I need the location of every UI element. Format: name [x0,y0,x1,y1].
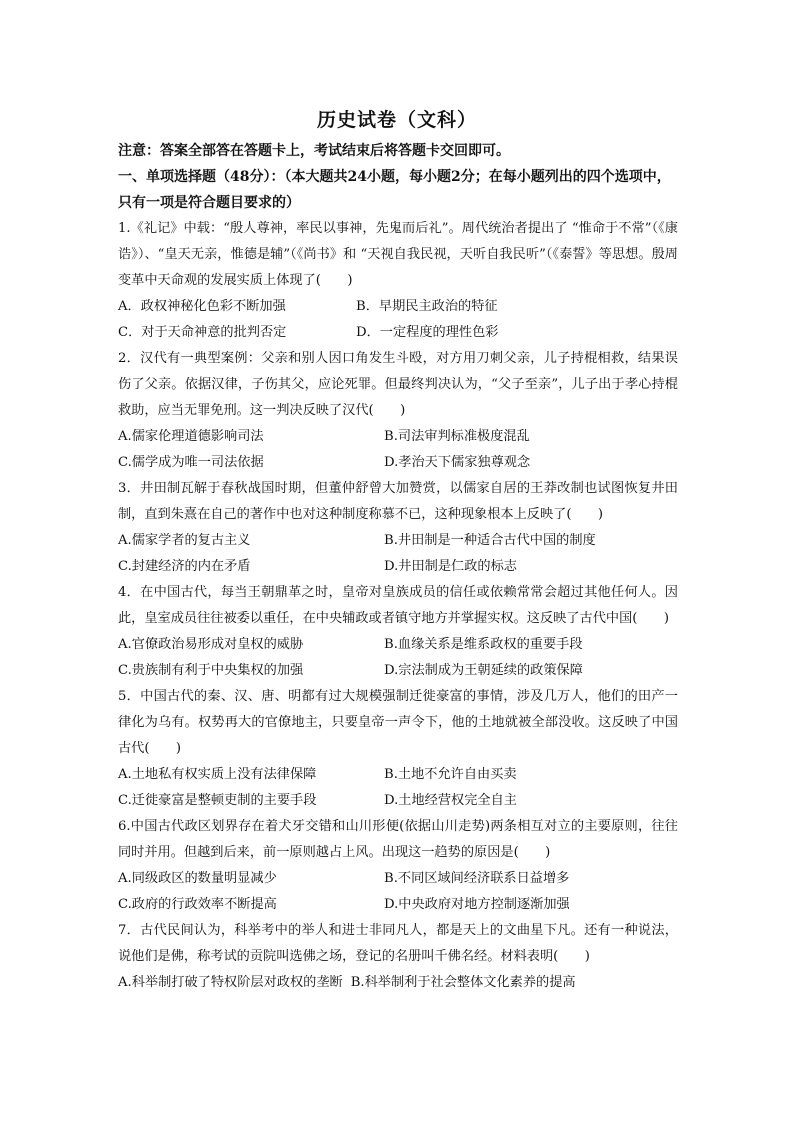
option-d: D.井田制是仁政的标志 [384,559,517,574]
option-row [118,866,678,892]
option-a: A．政权神秘化色彩不断加强 [118,299,286,314]
exam-title: 历史试卷（文科） [316,109,477,131]
option-a: A.科举制打破了特权阶层对政权的垄断 [118,975,343,990]
option-row [118,632,678,658]
option-b: B.不同区域间经济联系日益增多 [384,871,570,886]
option-row [118,554,678,580]
option-row [118,970,678,996]
option-c: C.儒学成为唯一司法依据 [118,455,264,470]
option-b: B.井田制是一种适合古代中国的制度 [384,533,596,548]
option-b: B．早期民主政治的特征 [356,299,498,314]
question-5 [118,684,678,814]
question-1 [118,216,678,346]
option-a: A.儒家学者的复古主义 [118,533,251,548]
exam-notice: 注意：答案全部答在答题卡上，考试结束后将答题卡交回即可。 [118,143,510,159]
option-row [118,424,678,450]
option-b: B.土地不允许自由买卖 [384,767,517,782]
option-c: C.封建经济的内在矛盾 [118,559,251,574]
question-stem: 6.中国古代政区划界存在着犬牙交错和山川形便(依据山川走势)两条相互对立的主要原则，往往同时并用。但越到后来，前一原则越占上风。出现这一趋势的原因是( ) [118,819,678,860]
option-d: D.中央政府对地方控制逐渐加强 [384,897,570,912]
question-stem: 7．古代民间认为，科举考中的举人和进士非同凡人，都是天上的文曲星下凡。还有一种说法，说他们是佛，称考试的贡院叫选佛之场，登记的名册叫千佛名经。材料表明( ) [118,923,678,964]
option-c: C．对于天命神意的批判否定 [118,325,287,340]
option-a: A.儒家伦理道德影响司法 [118,429,264,444]
section-heading: 一、单项选择题（48分）：（本大题共24小题，每小题2分；在每小题列出的四个选项中，只有一项是符合题目要求的） [118,169,671,211]
question-stem: 4．在中国古代，每当王朝鼎革之时，皇帝对皇族成员的信任或依赖常常会超过其他任何人。因此，皇室成员往往被委以重任，在中央辅政或者镇守地方并掌握实权。这反映了古代中国( ) [118,585,678,626]
question-list [118,216,678,996]
option-d: D.宗法制成为王朝延续的政策保障 [384,663,583,678]
question-4 [118,580,678,684]
question-3 [118,476,678,580]
question-7 [118,918,678,996]
option-b: B.血缘关系是维系政权的重要手段 [384,637,583,652]
option-d: D.孝治天下儒家独尊观念 [384,455,531,470]
option-a: A.土地私有权实质上没有法律保障 [118,767,317,782]
question-stem: 1.《礼记》中载：“殷人尊神，率民以事神，先鬼而后礼”。周代统治者提出了 “惟命于不常”（《康诰》）、“皇天无亲，惟德是辅”（《尚书》和 “天视自我民视，天听自我民听”（《泰誓》等思想。殷周变革中天命观的发展实质上体现了( ) [118,221,678,288]
question-stem: 3．井田制瓦解于春秋战国时期，但董仲舒曾大加赞赏，以儒家自居的王莽改制也试图恢复井田制，直到朱熹在自己的著作中也对这种制度称慕不已，这种现象根本上反映了( ) [118,481,678,522]
option-c: C.迁徙豪富是整顿吏制的主要手段 [118,793,317,808]
option-row [118,320,678,346]
option-a: A.同级政区的数量明显减少 [118,871,277,886]
question-stem: 2．汉代有一典型案例：父亲和别人因口角发生斗殴，对方用刀刺父亲，儿子持棍相救，结果误伤了父亲。依据汉律，子伤其父，应论死罪。但最终判决认为，“父子至亲”，儿子出于孝心持棍救助，应当无罪免刑。这一判决反映了汉代( ) [118,351,678,418]
option-a: A.官僚政治易形成对皇权的威胁 [118,637,304,652]
option-c: C.政府的行政效率不断提高 [118,897,277,912]
option-d: D．一定程度的理性色彩 [356,325,499,340]
question-stem: 5．中国古代的秦、汉、唐、明都有过大规模强制迁徙豪富的事情，涉及几万人，他们的田产一律化为乌有。权势再大的官僚地主，只要皇帝一声令下，他的土地就被全部没收。这反映了中国古代( ) [118,689,678,756]
option-row [118,450,678,476]
option-row [118,762,678,788]
option-row [118,892,678,918]
option-d: D.土地经营权完全自主 [384,793,517,808]
option-row [118,658,678,684]
option-b: B.司法审判标准极度混乱 [384,429,530,444]
option-c: C.贵族制有利于中央集权的加强 [118,663,304,678]
option-row [118,788,678,814]
option-b: B.科举制利于社会整体文化素养的提高 [350,975,576,990]
option-row [118,294,678,320]
option-row [118,528,678,554]
question-2 [118,346,678,476]
question-6 [118,814,678,918]
